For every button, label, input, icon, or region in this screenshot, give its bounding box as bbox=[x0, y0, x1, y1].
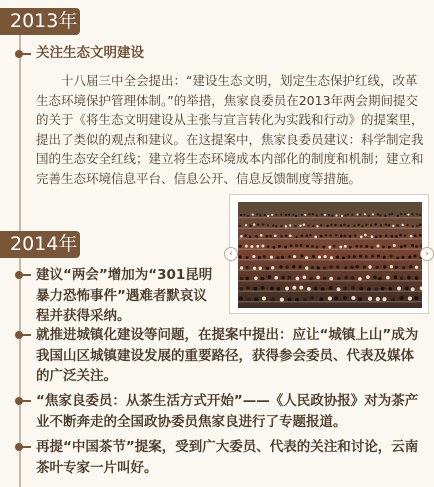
entry-2014-item-2: 就推进城镇化建设等问题，在提案中提出：应让“城镇上山”成为我国山区城镇建设发展的重要路径，获得参会委员、代表及媒体的广泛关注。 bbox=[36, 327, 419, 384]
gallery-prev-button[interactable]: ‹ bbox=[224, 247, 238, 261]
year-label-2014: 2014年 bbox=[0, 231, 80, 258]
entry-2013-title: 关注生态文明建设 bbox=[36, 45, 144, 61]
entry-2013-body: 十八届三中全会提出：“建设生态文明，划定生态保护红线，改革生态环境保护管理体制。”的举措，焦家良委员在2013年两会期间提交的关于《将生态文明建设从主张与宣言转化为实践和行动》的提案里，提出了类似的观点和建议。在这提案中，焦家良委员建议：科学制定我国的生态安全红线；建立将生态环境成本内部化的制度和机制；建立和完善生态环境信息平台、信息公开、信息反馈制度等措施。 bbox=[36, 73, 424, 186]
entry-2014-item-3: “焦家良委员：从茶生活方式开始”——《人民政协报》对为茶产业不断奔走的全国政协委员焦家良进行了专题报道。 bbox=[36, 393, 419, 430]
timeline-dash bbox=[21, 400, 31, 402]
photo-gallery bbox=[229, 194, 429, 314]
timeline-dash bbox=[21, 53, 31, 55]
conference-hall-photo bbox=[238, 202, 422, 308]
timeline-dash bbox=[21, 446, 31, 448]
timeline-line bbox=[19, 32, 21, 487]
timeline-dash bbox=[21, 274, 31, 276]
entry-2014-item-4: 再提“中国茶节”提案，受到广大委员、代表的关注和讨论，云南茶叶专家一片叫好。 bbox=[36, 439, 419, 476]
year-label-2013: 2013年 bbox=[0, 8, 80, 35]
timeline-dash bbox=[21, 334, 31, 336]
entry-2014-item-1: 建议“两会”增加为“301昆明暴力恐怖事件”遇难者默哀议程并获得采纳。 bbox=[36, 267, 213, 324]
gallery-next-button[interactable]: › bbox=[420, 247, 434, 261]
